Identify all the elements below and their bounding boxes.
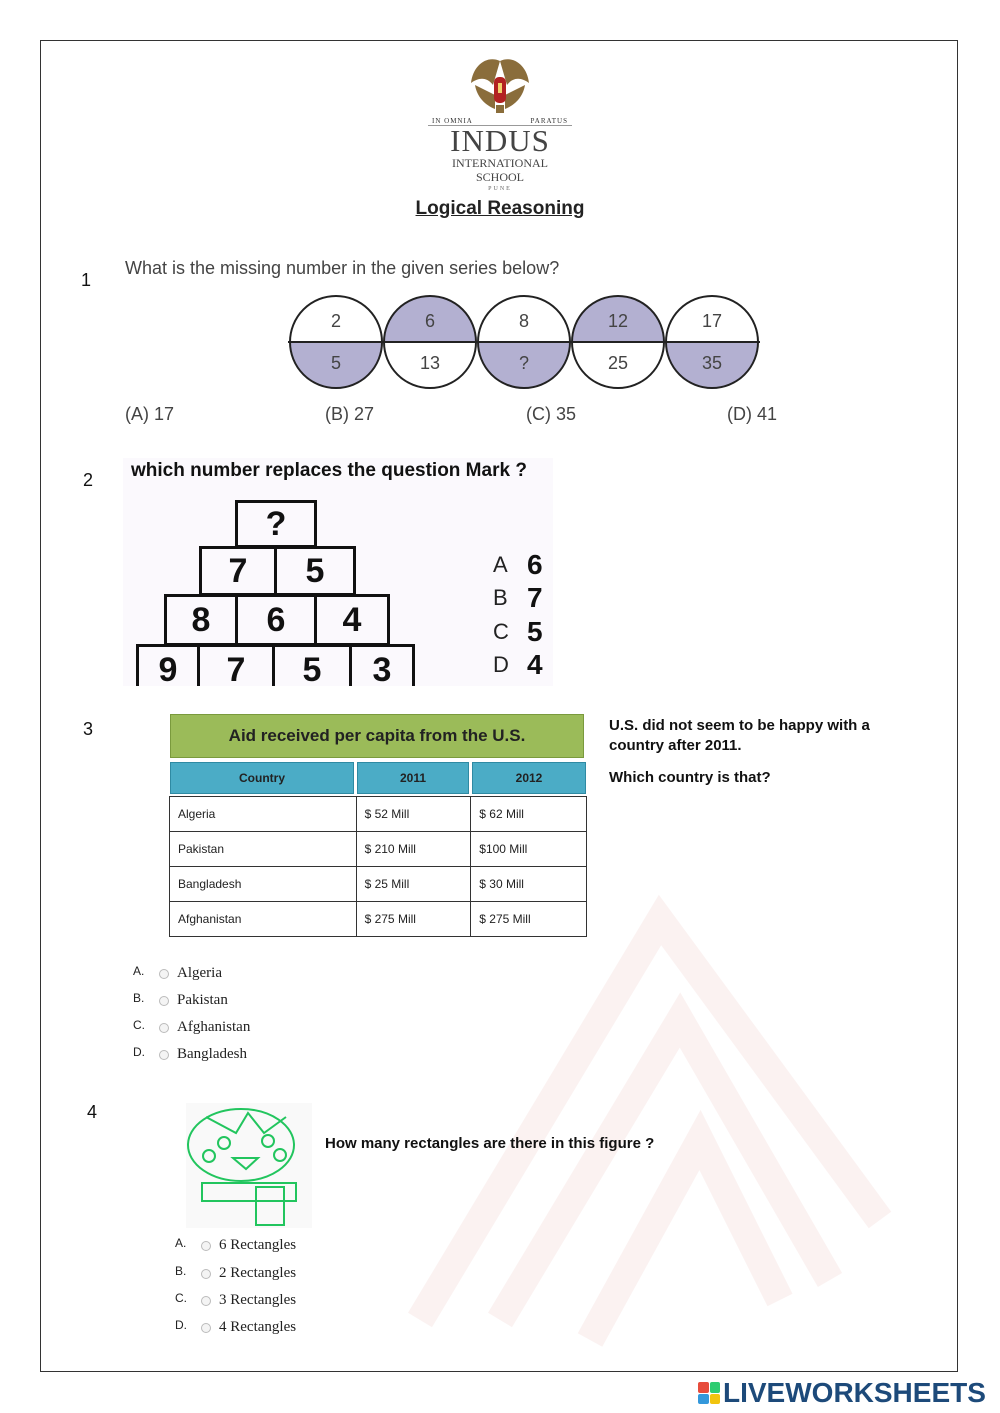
q3-option-d[interactable] [133, 1046, 247, 1063]
option-letter: A [493, 551, 508, 577]
crest-icon [465, 55, 535, 117]
pyramid-cell: 5 [274, 546, 356, 596]
option-letter: B. [175, 1263, 187, 1278]
option-label: 6 Rectangles [219, 1237, 297, 1253]
pyramid-cell: 7 [197, 644, 275, 686]
table-row [170, 832, 587, 867]
q2-question-text: which number replaces the question Mark ? [131, 460, 527, 481]
option-label: 2 Rectangles [219, 1265, 297, 1281]
option-letter: A. [133, 963, 145, 978]
option-letter: C [493, 618, 509, 644]
table-cell: $ 25 Mill [356, 867, 471, 902]
q2-options [493, 548, 563, 682]
radio-button[interactable] [159, 996, 169, 1006]
q1-option-b[interactable]: (B) 27 [325, 404, 375, 424]
option-value: 7 [527, 582, 543, 614]
q4-option-c[interactable] [175, 1292, 296, 1309]
q4-rectangle-figure [186, 1103, 312, 1228]
circle-top-value: 6 [424, 311, 436, 331]
pyramid-cell: 3 [349, 644, 415, 686]
pyramid-cell: 8 [164, 594, 238, 646]
table-cell: $100 Mill [471, 832, 587, 867]
logo-school-sub: INTERNATIONAL SCHOOL [452, 156, 548, 184]
radio-button[interactable] [201, 1323, 211, 1333]
pyramid-cell: 6 [235, 594, 317, 646]
circle-top-value: 17 [701, 311, 723, 331]
q3-question-text: U.S. did not seem to be happy with a country after 2011. [609, 717, 870, 754]
circle-top-value: 12 [607, 311, 629, 331]
option-letter: B [493, 585, 508, 611]
table-cell: Pakistan [170, 832, 357, 867]
pyramid-cell: ? [235, 500, 317, 548]
table-cell: Bangladesh [170, 867, 357, 902]
option-letter: C. [175, 1290, 187, 1305]
question-number-1: 1 [81, 270, 92, 290]
liveworksheets-brand[interactable] [698, 1377, 986, 1409]
option-letter: C. [133, 1017, 145, 1032]
table-row [170, 902, 587, 937]
option-value: 4 [527, 649, 543, 681]
circle-bottom-value: 35 [701, 353, 723, 373]
table-cell: Algeria [170, 797, 357, 832]
logo-school-name: INDUS [450, 123, 550, 158]
q4-option-d[interactable] [175, 1319, 296, 1336]
q3-option-a[interactable] [133, 965, 222, 982]
radio-button[interactable] [201, 1296, 211, 1306]
option-label: Afghanistan [177, 1019, 251, 1035]
q1-question-text: What is the missing number in the given series below? [125, 258, 560, 278]
q3-option-c[interactable] [133, 1019, 250, 1036]
motto-right: PARATUS [530, 117, 568, 125]
option-letter: B. [133, 990, 145, 1005]
q1-option-d[interactable]: (D) 41 [727, 404, 778, 424]
q1-option-a[interactable]: (A) 17 [125, 404, 175, 424]
table-row [170, 797, 587, 832]
table-cell: $ 210 Mill [356, 832, 471, 867]
table-cell: $ 52 Mill [356, 797, 471, 832]
option-label: Bangladesh [177, 1046, 247, 1062]
circle-bottom-value: 13 [419, 353, 441, 373]
q4-question-text: How many rectangles are there in this figure ? [325, 1135, 655, 1152]
table-cell: Afghanistan [170, 902, 357, 937]
option-label: 3 Rectangles [219, 1292, 297, 1308]
option-letter: A. [175, 1235, 187, 1250]
option-letter: D [493, 652, 509, 678]
number-pyramid [123, 490, 453, 686]
q3-option-b[interactable] [133, 992, 228, 1009]
q2-option-d[interactable] [493, 649, 563, 683]
question-number-2: 2 [83, 470, 94, 490]
pyramid-cell: 9 [136, 644, 200, 686]
circle-bottom-value: ? [518, 353, 530, 373]
q1-circle-series [288, 294, 763, 390]
q4-option-a[interactable] [175, 1237, 296, 1254]
pyramid-cell: 5 [272, 644, 352, 686]
q4-option-b[interactable] [175, 1265, 296, 1282]
liveworksheets-logo-icon [698, 1382, 720, 1404]
option-value: 5 [527, 615, 543, 647]
q2-option-a[interactable] [493, 548, 563, 582]
option-letter: D. [133, 1044, 145, 1059]
q2-option-b[interactable] [493, 582, 563, 616]
table-cell: $ 62 Mill [471, 797, 587, 832]
radio-button[interactable] [201, 1269, 211, 1279]
radio-button[interactable] [159, 969, 169, 979]
circle-top-value: 2 [330, 311, 342, 331]
pyramid-cell: 4 [314, 594, 390, 646]
q3-question-subtext: Which country is that? [609, 769, 771, 786]
logo-school-city: PUNE [488, 186, 512, 192]
option-label: Algeria [177, 965, 222, 981]
aid-table [169, 796, 587, 937]
aid-header-2012: 2012 [472, 762, 586, 794]
aid-header-country: Country [170, 762, 354, 794]
option-value: 6 [527, 548, 543, 580]
motto-left: IN OMNIA [432, 117, 473, 125]
pyramid-cell: 7 [199, 546, 277, 596]
table-cell: $ 275 Mill [356, 902, 471, 937]
radio-button[interactable] [159, 1023, 169, 1033]
circle-top-value: 8 [518, 311, 530, 331]
question-number-3: 3 [83, 719, 94, 739]
q1-option-c[interactable]: (C) 35 [526, 404, 577, 424]
option-label: Pakistan [177, 992, 228, 1008]
liveworksheets-label: LIVEWORKSHEETS [723, 1377, 986, 1408]
option-letter: D. [175, 1317, 187, 1332]
option-label: 4 Rectangles [219, 1319, 297, 1335]
page-title: Logical Reasoning [415, 198, 585, 219]
radio-button[interactable] [201, 1241, 211, 1251]
radio-button[interactable] [159, 1050, 169, 1060]
aid-header-2011: 2011 [357, 762, 469, 794]
table-cell: $ 30 Mill [471, 867, 587, 902]
school-logo [428, 55, 572, 192]
question-number-4: 4 [87, 1102, 98, 1122]
q2-option-c[interactable] [493, 615, 563, 649]
table-cell: $ 275 Mill [471, 902, 587, 937]
circle-bottom-value: 25 [607, 353, 629, 373]
aid-table-title: Aid received per capita from the U.S. [170, 714, 584, 758]
circle-bottom-value: 5 [330, 353, 342, 373]
table-row [170, 867, 587, 902]
